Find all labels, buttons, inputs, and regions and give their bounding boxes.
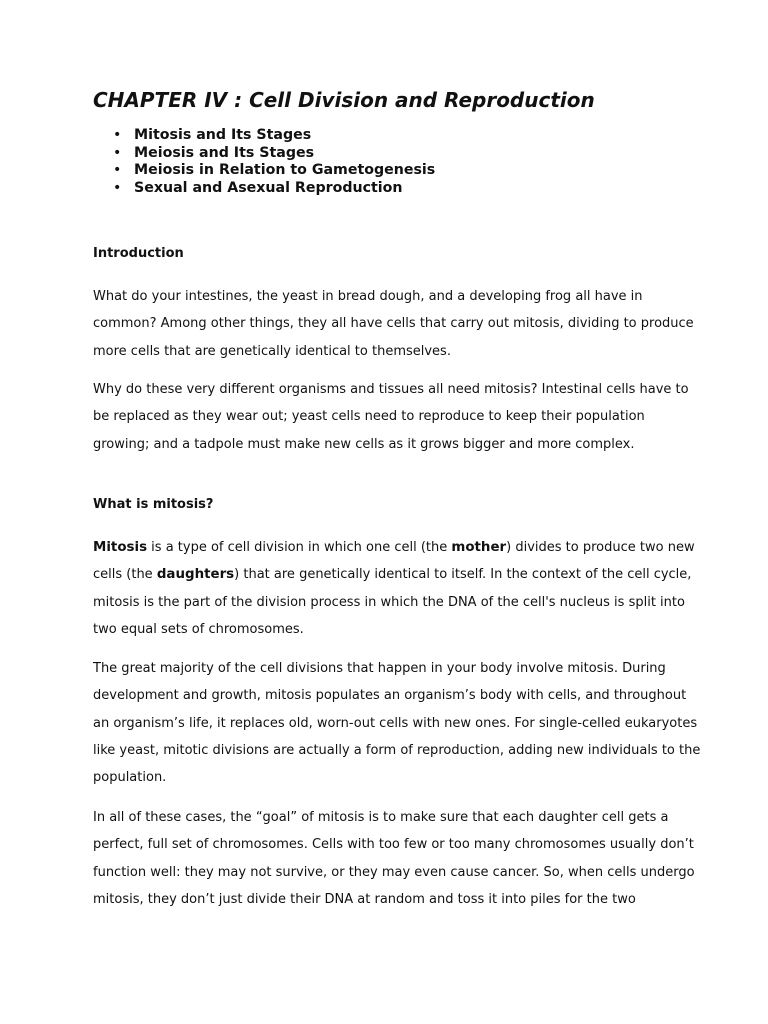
text-line: like yeast, mitotic divisions are actually a form of reproduction, adding new individuals to the xyxy=(93,742,701,758)
what-is-mitosis-heading: What is mitosis? xyxy=(93,497,214,512)
mitosis-paragraph-3 xyxy=(93,804,695,913)
text-run: cells (the xyxy=(93,567,157,583)
topic-item xyxy=(113,180,435,198)
text-run: ) that are genetically identical to itself. In the context of the cell cycle, xyxy=(234,567,692,583)
text-line: two equal sets of chromosomes. xyxy=(93,621,304,637)
text-run: ) divides to produce two new xyxy=(506,540,695,555)
text-run: is a type of cell division in which one cell (the xyxy=(147,540,452,555)
chapter-title: CHAPTER IV : Cell Division and Reproduction xyxy=(93,88,595,112)
text-line: mitosis is the part of the division process in which the DNA of the cell's nucleus is split into xyxy=(93,594,685,610)
topic-item xyxy=(113,127,435,145)
text-line: growing; and a tadpole must make new cells as it grows bigger and more complex. xyxy=(93,436,635,452)
bullet-icon: • xyxy=(113,144,122,161)
term-daughters: daughters xyxy=(156,567,235,583)
mitosis-paragraph-2 xyxy=(93,655,701,791)
text-line: common? Among other things, they all have cells that carry out mitosis, dividing to produce xyxy=(93,316,694,332)
text-line xyxy=(93,534,695,561)
topic-label: Meiosis in Relation to Gametogenesis xyxy=(134,162,436,179)
text-line: Why do these very different organisms and tissues all need mitosis? Intestinal cells have to xyxy=(93,382,689,397)
text-line: In all of these cases, the “goal” of mitosis is to make sure that each daughter cell gets a xyxy=(93,810,669,825)
text-line: mitosis, they don’t just divide their DNA at random and toss it into piles for the two xyxy=(93,891,636,907)
term-mitosis: Mitosis xyxy=(93,540,148,555)
text-line: The great majority of the cell divisions that happen in your body involve mitosis. During xyxy=(93,661,666,676)
bullet-icon: • xyxy=(113,179,122,196)
chapter-topics-list xyxy=(113,127,435,197)
text-line: function well: they may not survive, or they may even cause cancer. So, when cells undergo xyxy=(93,864,695,880)
intro-paragraph-1 xyxy=(93,283,694,365)
text-line xyxy=(93,561,692,588)
introduction-heading: Introduction xyxy=(93,246,184,261)
text-line: development and growth, mitosis populates an organism’s body with cells, and throughout xyxy=(93,688,687,704)
topic-label: Mitosis and Its Stages xyxy=(134,127,312,143)
mitosis-paragraph-1 xyxy=(93,534,695,643)
text-line: an organism’s life, it replaces old, worn-out cells with new ones. For single-celled eukaryotes xyxy=(93,715,698,731)
bullet-icon: • xyxy=(113,162,122,179)
bullet-icon: • xyxy=(113,127,122,143)
intro-paragraph-2 xyxy=(93,376,689,458)
text-line: What do your intestines, the yeast in bread dough, and a developing frog all have in xyxy=(93,289,643,304)
topic-item xyxy=(113,145,435,163)
topic-label: Meiosis and Its Stages xyxy=(134,144,315,161)
topic-item xyxy=(113,162,435,180)
text-line: perfect, full set of chromosomes. Cells with too few or too many chromosomes usually don’t xyxy=(93,837,694,853)
topic-label: Sexual and Asexual Reproduction xyxy=(134,179,403,196)
text-line: more cells that are genetically identical to themselves. xyxy=(93,343,451,359)
text-line: population. xyxy=(93,770,167,786)
term-mother: mother xyxy=(451,540,507,555)
text-line: be replaced as they wear out; yeast cells need to reproduce to keep their population xyxy=(93,409,645,425)
